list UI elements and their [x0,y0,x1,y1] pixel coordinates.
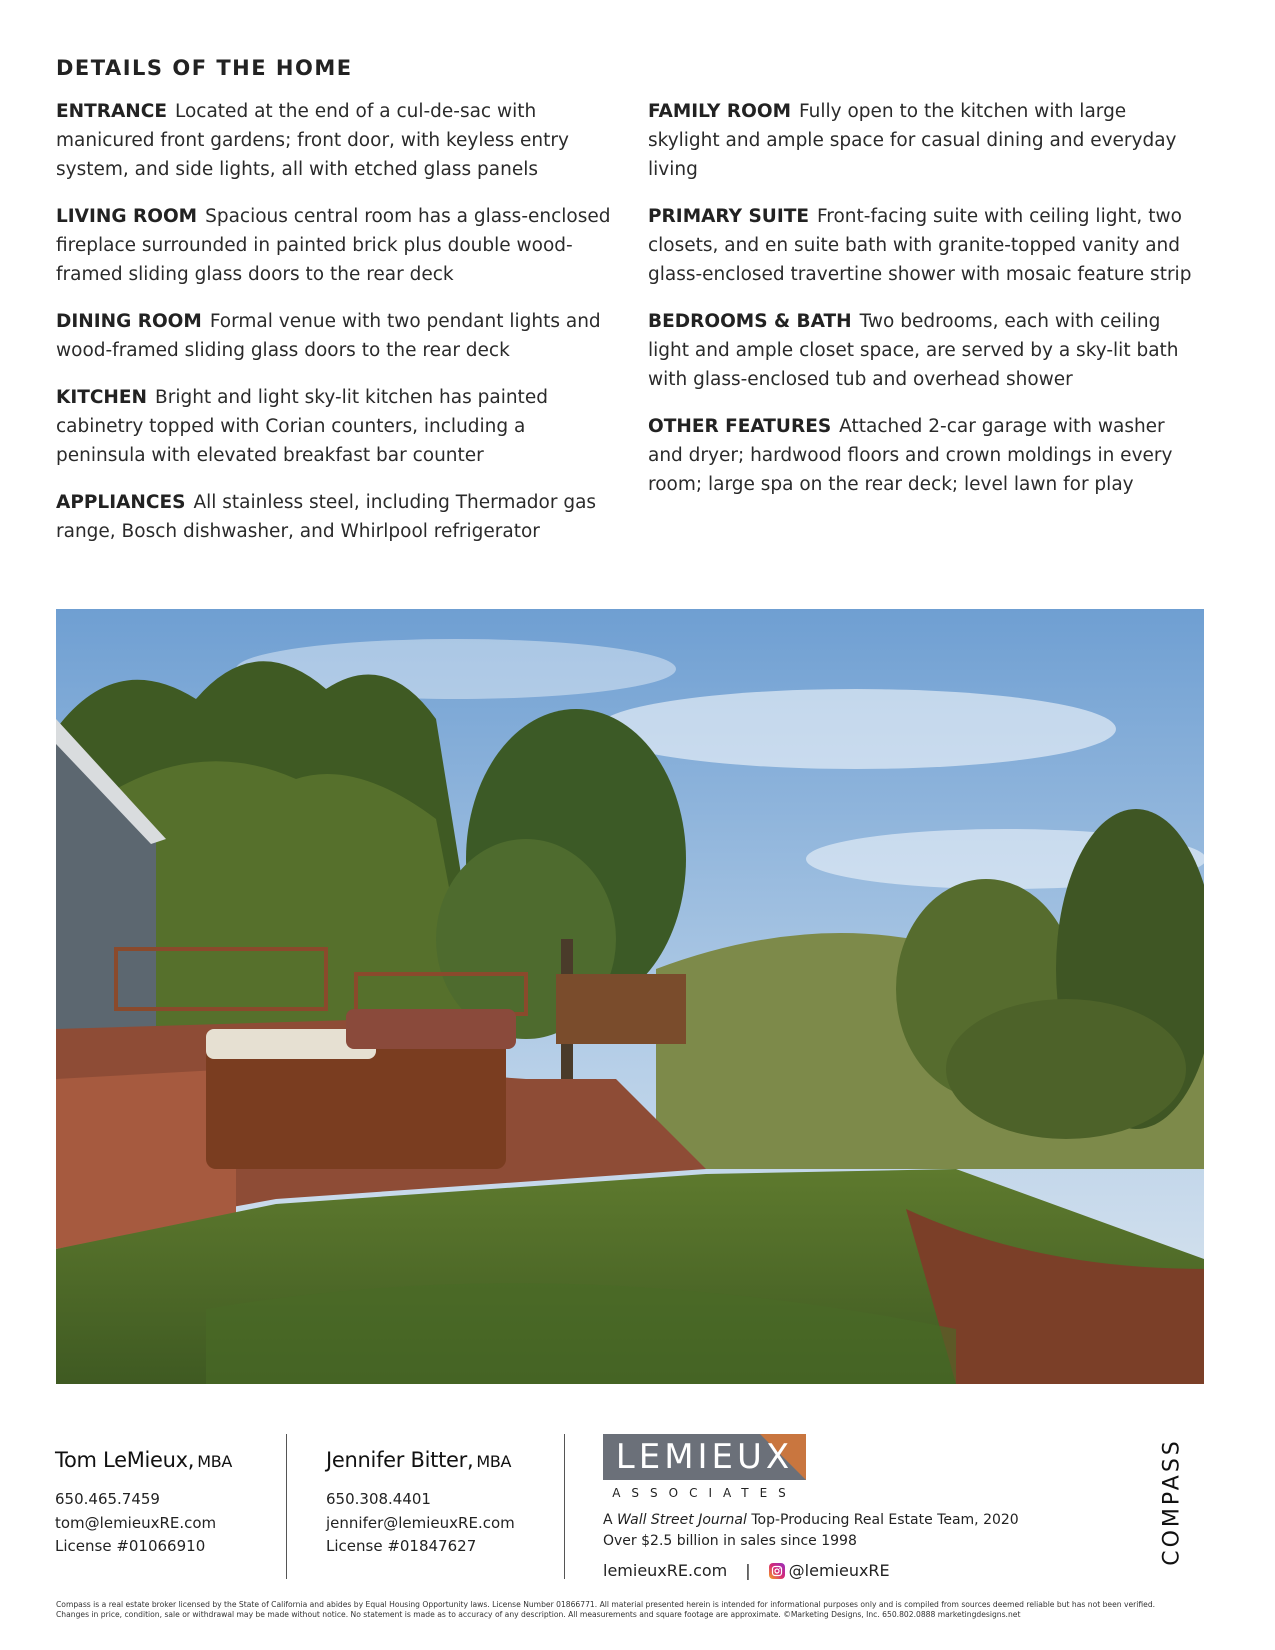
backyard-photo [56,609,1204,1384]
agent-jennifer [326,1448,515,1559]
agent-name: Tom LeMieux, MBA [55,1448,233,1472]
details-right-column [648,97,1203,517]
agent-phone[interactable]: 650.308.4401 [326,1490,431,1508]
agent-phone[interactable]: 650.465.7459 [55,1490,160,1508]
legal-disclaimer: Compass is a real estate broker licensed by the State of California and abides by Equal Housing Opportunity laws. License Number 01866771. All material presented herein is intended for informational purposes only and is compiled from sources deemed reliable but has not been verified. Changes in price, condition, sale or withdrawal may be made without notice. No statement is made as to accuracy of any description. All measurements and square footage are approximate. ©Marketing Designs, Inc. 650.802.0888 marketingdesigns.net [56,1600,1156,1619]
instagram-icon [769,1563,785,1579]
website-link[interactable]: lemieuxRE.com [603,1561,728,1580]
detail-family-room: FAMILY ROOM Fully open to the kitchen with large skylight and ample space for casual dining and everyday living [648,101,1177,180]
lemieux-logo: LEMIEUX [603,1434,806,1480]
instagram-handle[interactable]: @lemieuxRE [788,1561,890,1580]
compass-logo: COMPASS [1159,1438,1185,1566]
detail-entrance: ENTRANCE Located at the end of a cul-de-sac with manicured front gardens; front door, with keyless entry system, and side lights, all with etched glass panels [56,101,569,180]
section-heading: DETAILS OF THE HOME [56,56,353,80]
agent-license: License #01847627 [326,1537,477,1555]
agent-tom [55,1448,232,1559]
agent-email[interactable]: tom@lemieuxRE.com [55,1513,217,1532]
detail-other-features: OTHER FEATURES Attached 2-car garage with washer and dryer; hardwood floors and crown moldings in every room; large spa on the rear deck; level lawn for play [648,416,1173,495]
logo-subtitle: ASSOCIATES [612,1486,797,1500]
detail-bedrooms-bath: BEDROOMS & BATH Two bedrooms, each with ceiling light and ample closet space, are served by a sky-lit bath with glass-enclosed tub and overhead shower [648,311,1179,390]
detail-kitchen: KITCHEN Bright and light sky-lit kitchen has painted cabinetry topped with Corian counters, including a peninsula with elevated breakfast bar counter [56,387,548,466]
detail-living-room: LIVING ROOM Spacious central room has a glass-enclosed fireplace surrounded in painted brick plus double wood-framed sliding glass doors to the rear deck [56,206,611,285]
agent-contact [326,1488,515,1559]
agent-contact [55,1488,232,1559]
detail-primary-suite: PRIMARY SUITE Front-facing suite with ceiling light, two closets, and en suite bath with granite-topped vanity and glass-enclosed travertine shower with mosaic feature strip [648,206,1192,285]
detail-appliances: APPLIANCES All stainless steel, including Thermador gas range, Bosch dishwasher, and Whirlpool refrigerator [56,492,597,542]
agent-license: License #01066910 [55,1537,206,1555]
web-social-line [603,1561,890,1580]
agent-name: Jennifer Bitter, MBA [326,1448,512,1472]
brand-tagline: A Wall Street Journal Top-Producing Real Estate Team, 2020 Over $2.5 billion in sales since 1998 [603,1512,1019,1549]
footer-divider [286,1434,287,1579]
details-left-column [56,97,611,564]
footer-divider [564,1434,565,1579]
backyard-scene-image [56,609,1204,1384]
separator: | [745,1561,751,1580]
detail-dining-room: DINING ROOM Formal venue with two pendant lights and wood-framed sliding glass doors to the rear deck [56,311,601,361]
agent-email[interactable]: jennifer@lemieuxRE.com [326,1513,515,1532]
